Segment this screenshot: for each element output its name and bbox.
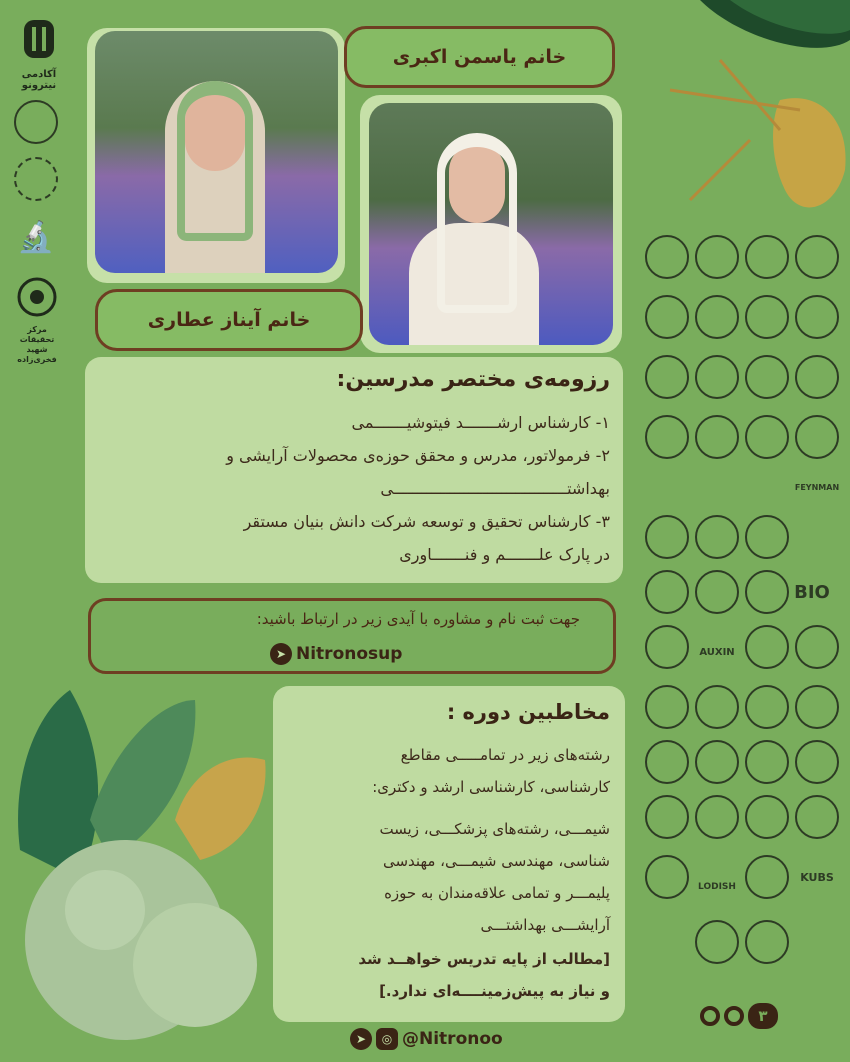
audience-line-6: آرایشـــی بهداشتـــی <box>480 916 610 934</box>
partner-logo-10 <box>695 355 739 399</box>
partner-logo-lodish: LODISH <box>698 882 736 892</box>
decorative-leaves-top-right <box>660 0 850 230</box>
contact-telegram-id: Nitronosup <box>296 644 403 664</box>
partner-logo-37 <box>795 795 839 839</box>
partner-logo-auxin: AUXIN <box>699 646 735 658</box>
partner-logo-6 <box>695 295 739 339</box>
partner-logo-3 <box>745 235 789 279</box>
partner-logo-27 <box>695 685 739 729</box>
partner-logo-11 <box>745 355 789 399</box>
resume-line-3: بهداشتـــــــــــــــــــــــــــــــــــــی <box>380 479 610 498</box>
partner-logo-34 <box>645 795 689 839</box>
partner-logo-24 <box>745 625 789 669</box>
partner-logo-13 <box>645 415 689 459</box>
contact-text: جهت ثبت نام و مشاوره با آیدی زیر در ارتباط باشید: <box>256 610 580 628</box>
partner-logo-31 <box>695 740 739 784</box>
instructor-name-first: خانم یاسمن اکبری <box>344 26 615 88</box>
partner-logo-8 <box>795 295 839 339</box>
partner-logo-35 <box>695 795 739 839</box>
partner-logo-feynman: FEYNMAN <box>794 482 840 492</box>
partner-logo-19 <box>745 515 789 559</box>
instructor-name-second: خانم آیناز عطاری <box>95 289 363 351</box>
resume-title: رزومه‌ی مختصر مدرسین: <box>336 367 610 392</box>
partner-logo-33 <box>795 740 839 784</box>
partner-logo-16 <box>795 415 839 459</box>
partner-logo-18 <box>695 515 739 559</box>
gear-tree-icon <box>14 157 58 201</box>
academy-name: آکادمی نیترونو <box>21 69 57 91</box>
research-center-logo <box>10 275 64 364</box>
partner-logo-21 <box>695 570 739 614</box>
decorative-bath-bombs <box>0 680 280 1040</box>
partner-logos-grid <box>640 230 845 990</box>
partner-logo-14 <box>695 415 739 459</box>
audience-line-1: رشته‌های زیر در تمامـــــی مقاطع <box>400 746 610 764</box>
partner-logo-23 <box>645 625 689 669</box>
partner-logo-20 <box>645 570 689 614</box>
resume-line-4: ۳- کارشناس تحقیق و توسعه شرکت دانش بنیان مستقر <box>243 512 610 531</box>
audience-note-1: [مطالب از پایه تدریس خواهــد شد <box>358 950 610 968</box>
partner-logo-9 <box>645 355 689 399</box>
partner-logo-40 <box>695 920 739 964</box>
resume-line-1: ۱- کارشناس ارشـــــــد فیتوشیـــــــمی <box>351 413 610 432</box>
partner-logo-36 <box>745 795 789 839</box>
audience-title: مخاطبین دوره : <box>446 700 610 724</box>
partner-logo-30 <box>645 740 689 784</box>
telegram-icon: ➤ <box>350 1028 372 1050</box>
page-number-badge: ۳ <box>748 1003 778 1029</box>
contact-id-row[interactable] <box>270 642 402 666</box>
partner-logo-4 <box>795 235 839 279</box>
partner-logo-bio: BIO <box>794 581 830 603</box>
partner-logo-38 <box>645 855 689 899</box>
partner-logo-5 <box>645 295 689 339</box>
page-circle-icon <box>724 1006 744 1026</box>
audience-line-4: شناسی، مهندسی شیمـــی، مهندسی <box>382 852 610 870</box>
instagram-icon: ◎ <box>376 1028 398 1050</box>
nitronoo-academy-logo <box>14 15 64 95</box>
audience-line-5: پلیمـــر و تمامی علاقه‌مندان به حوزه <box>384 884 610 902</box>
partner-logo-29 <box>795 685 839 729</box>
footer-social-handle[interactable] <box>350 1028 503 1050</box>
partner-logo-1 <box>645 235 689 279</box>
partner-logo-15 <box>745 415 789 459</box>
telegram-icon: ➤ <box>270 643 292 665</box>
partner-logo-kubs: KUBS <box>800 870 834 884</box>
partner-logo-22 <box>745 570 789 614</box>
microscope-icon: 🔬 <box>17 219 55 255</box>
partner-logo-2 <box>695 235 739 279</box>
partner-logo-25 <box>795 625 839 669</box>
instructor-photo-left <box>95 31 338 273</box>
partner-logo-39 <box>745 855 789 899</box>
audience-line-3: شیمـــی، رشته‌های پزشکـــی، زیست <box>379 820 610 838</box>
university-seal-icon <box>14 100 58 144</box>
instructor-photo-right <box>369 103 613 345</box>
research-center-name: مرکز تحقیقات شهید فخری‌زاده <box>17 325 57 364</box>
partner-logo-26 <box>645 685 689 729</box>
audience-note-2: و نیاز به پیش‌زمینــــه‌ای ندارد.] <box>379 982 610 1000</box>
page-circle-icon <box>700 1006 720 1026</box>
partner-logo-7 <box>745 295 789 339</box>
resume-line-5: در پارک علـــــــم و فنـــــــاوری <box>399 545 610 564</box>
partner-logo-28 <box>745 685 789 729</box>
social-handle-text: @Nitronoo <box>402 1029 503 1049</box>
partner-logo-32 <box>745 740 789 784</box>
partner-logo-41 <box>745 920 789 964</box>
page-number <box>700 1003 778 1029</box>
audience-line-2: کارشناسی، کارشناسی ارشد و دکتری: <box>372 778 610 796</box>
partner-logo-17 <box>645 515 689 559</box>
partner-logo-12 <box>795 355 839 399</box>
resume-line-2: ۲- فرمولاتور، مدرس و محقق حوزه‌ی محصولات آرایشی و <box>226 446 610 465</box>
